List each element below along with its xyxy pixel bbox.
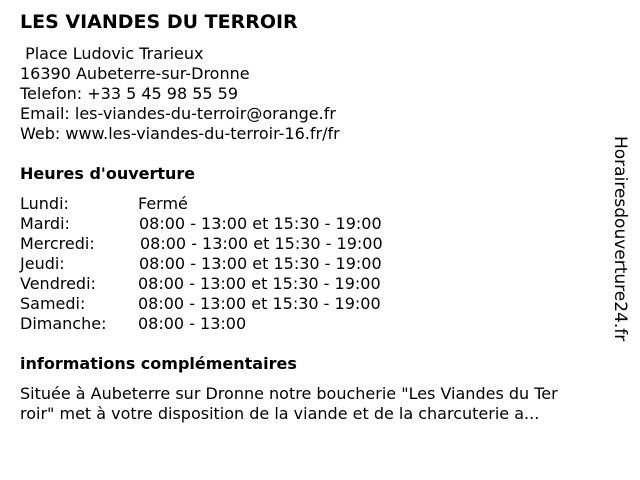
day-label: Lundi: xyxy=(20,194,69,213)
site-watermark: Horairesdouverture24.fr xyxy=(610,136,630,342)
additional-info-heading: informations complémentaires xyxy=(20,354,297,373)
day-label: Vendredi: xyxy=(20,274,96,293)
time-value: 08:00 - 13:00 et 15:30 - 19:00 xyxy=(140,234,383,253)
website-url: Web: www.les-viandes-du-terroir-16.fr/fr xyxy=(20,124,340,143)
day-label: Dimanche: xyxy=(20,314,107,333)
contact-block xyxy=(20,44,340,144)
time-value: 08:00 - 13:00 et 15:30 - 19:00 xyxy=(138,274,381,293)
time-value: 08:00 - 13:00 xyxy=(138,314,247,333)
phone-number: Telefon: +33 5 45 98 55 59 xyxy=(20,84,239,103)
day-label: Mercredi: xyxy=(20,234,95,253)
opening-hours-heading: Heures d'ouverture xyxy=(20,164,196,183)
day-label: Samedi: xyxy=(20,294,86,313)
additional-info-text xyxy=(20,384,610,424)
business-name: LES VIANDES DU TERROIR xyxy=(20,11,298,33)
address-street: Place Ludovic Trarieux xyxy=(20,44,204,63)
description-line: roir" met à votre disposition de la viande et de la charcuterie a... xyxy=(20,404,540,423)
time-value: 08:00 - 13:00 et 15:30 - 19:00 xyxy=(138,294,381,313)
time-value: 08:00 - 13:00 et 15:30 - 19:00 xyxy=(139,254,382,273)
address-city: 16390 Aubeterre-sur-Dronne xyxy=(20,64,250,83)
time-value: Fermé xyxy=(138,194,188,213)
description-line: Située à Aubeterre sur Dronne notre boucherie "Les Viandes du Ter xyxy=(20,384,558,403)
email-address: Email: les-viandes-du-terroir@orange.fr xyxy=(20,104,336,123)
day-label: Jeudi: xyxy=(20,254,65,273)
time-value: 08:00 - 13:00 et 15:30 - 19:00 xyxy=(139,214,382,233)
day-label: Mardi: xyxy=(20,214,70,233)
